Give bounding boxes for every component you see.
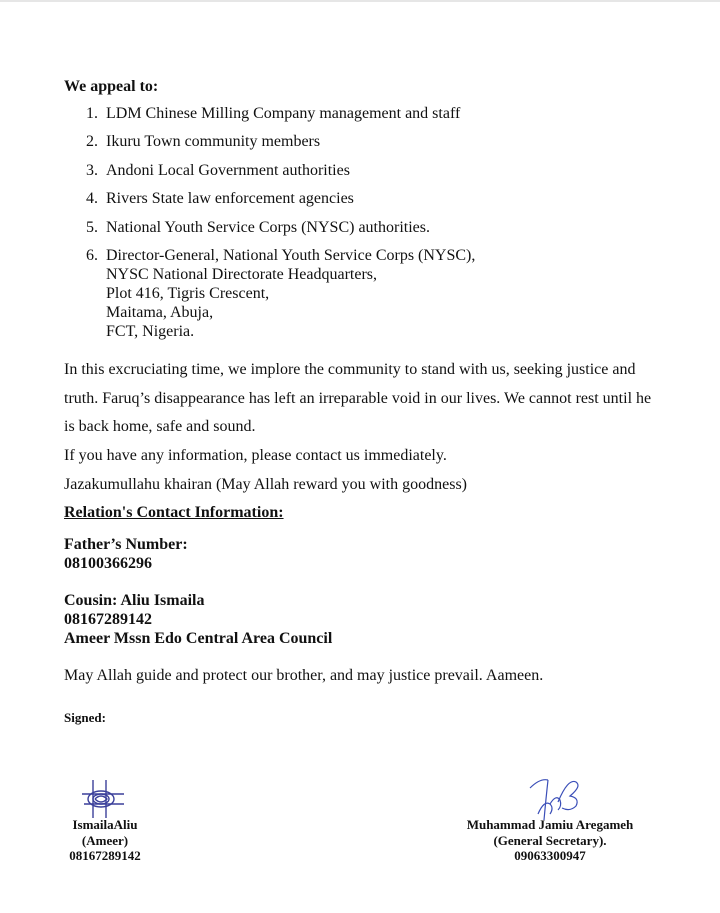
list-item — [86, 218, 475, 237]
signatory-name: IsmailaAliu — [72, 817, 138, 832]
list-item — [86, 132, 475, 151]
signatory-phone: 09063300947 — [514, 848, 586, 863]
contact-heading: Relation's Contact Information: — [64, 504, 284, 521]
list-number: 4. — [86, 190, 98, 208]
list-item — [86, 104, 475, 123]
ameer-signature-icon — [78, 778, 128, 820]
list-text: National Youth Service Corps (NYSC) authorities. — [106, 218, 430, 236]
list-text: LDM Chinese Milling Company management and staff — [106, 105, 461, 122]
blessing: Jazakumullahu khairan (May Allah reward you with goodness) — [64, 476, 468, 493]
list-text: Ikuru Town community members — [106, 133, 321, 151]
address-line: FCT, Nigeria. — [106, 322, 195, 340]
cousin-title: Ameer Mssn Edo Central Area Council — [64, 630, 333, 647]
signatory-role: (General Secretary). — [493, 832, 607, 848]
signed-label: Signed: — [64, 710, 106, 725]
appeal-paragraph: In this excruciating time, we implore the community to stand with us, seeking justice and truth. Faruq’s disappearance has left an irreparable void in our lives. We cannot rest until he is back home, safe and sound. — [64, 361, 652, 435]
cousin-number: 08167289142 — [64, 611, 152, 628]
father-number: 08100366296 — [64, 555, 152, 572]
list-number: 3. — [86, 161, 98, 179]
closing-line: May Allah guide and protect our brother, and may justice prevail. Aameen. — [64, 667, 544, 684]
list-number: 2. — [86, 133, 98, 151]
list-item — [86, 161, 475, 180]
signatory-name: Muhammad Jamiu Aregameh — [466, 817, 634, 832]
address-line: NYSC National Directorate Headquarters, — [106, 265, 378, 283]
signatory-role: (Ameer) — [81, 832, 129, 848]
list-text: Andoni Local Government authorities — [106, 161, 350, 179]
page-edge — [0, 0, 720, 2]
appeal-heading: We appeal to: — [64, 78, 159, 95]
signatory-secretary — [450, 817, 650, 864]
father-label: Father’s Number: — [64, 536, 188, 553]
signatory-ameer — [60, 817, 150, 864]
list-text: Rivers State law enforcement agencies — [106, 190, 354, 208]
list-number: 5. — [86, 218, 98, 236]
list-number: 6. — [86, 246, 98, 264]
list-item — [86, 246, 475, 341]
address-line: Plot 416, Tigris Crescent, — [106, 284, 270, 302]
list-item — [86, 189, 475, 208]
list-number: 1. — [86, 105, 98, 122]
list-text: Director-General, National Youth Service Corps (NYSC), — [106, 246, 476, 264]
cousin-label: Cousin: Aliu Ismaila — [64, 592, 205, 609]
signatory-phone: 08167289142 — [69, 848, 141, 863]
contact-request: If you have any information, please contact us immediately. — [64, 447, 447, 464]
appeal-list — [86, 104, 475, 350]
address-line: Maitama, Abuja, — [106, 303, 214, 321]
